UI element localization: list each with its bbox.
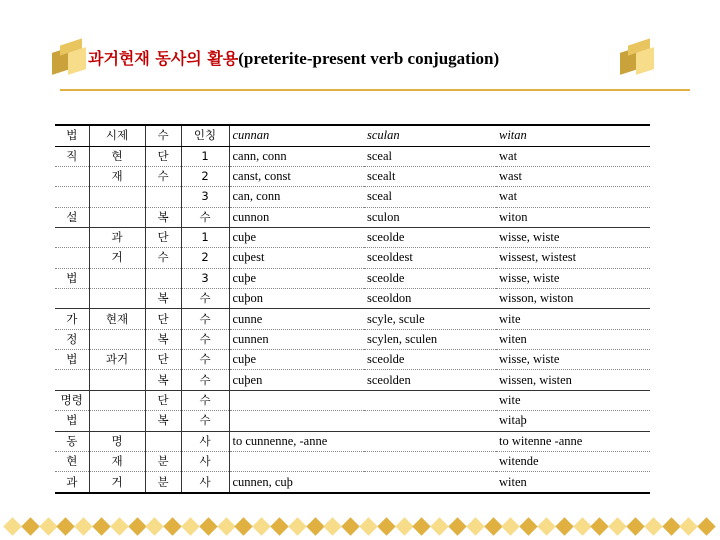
cell-c3: 수 [181,309,229,329]
cell-c1 [89,390,145,410]
cell-c1 [89,411,145,431]
cube-icon-left [52,42,92,78]
cell-c2: 복 [145,207,181,227]
cell-c1 [89,289,145,309]
cell-c0 [55,248,89,268]
table-row [55,146,650,166]
cell-witan: witen [496,472,650,493]
cell-c1: 과거 [89,350,145,370]
cell-c3: 1 [181,227,229,247]
cell-c3: 수 [181,390,229,410]
cell-sculan: sculon [364,207,496,227]
cell-c3: 3 [181,187,229,207]
cell-c2: 단 [145,227,181,247]
cell-c3: 사 [181,472,229,493]
cell-cunnan [229,451,364,471]
cell-c2 [145,268,181,288]
cell-sculan [364,472,496,493]
diamond-shape [359,517,377,535]
diamond-shape [626,517,644,535]
cell-witan: wite [496,390,650,410]
cell-c1 [89,187,145,207]
cell-c2: 단 [145,390,181,410]
diamond-shape [306,517,324,535]
diamond-shape [39,517,57,535]
cell-c0: 현 [55,451,89,471]
cell-c0 [55,227,89,247]
header-number: 수 [145,125,181,146]
cell-c3: 2 [181,248,229,268]
table-row [55,309,650,329]
cell-c1: 재 [89,166,145,186]
diamond-shape [448,517,466,535]
header-tense: 시제 [89,125,145,146]
table-header-row [55,125,650,146]
diamond-shape [181,517,199,535]
header-mood: 법 [55,125,89,146]
cell-c0: 명령 [55,390,89,410]
table-row [55,227,650,247]
cell-witan: witon [496,207,650,227]
diamond-shape [537,517,555,535]
cell-c0 [55,370,89,390]
cell-c0: 동 [55,431,89,451]
table-row [55,166,650,186]
cell-c0 [55,289,89,309]
cell-sculan: sceoldon [364,289,496,309]
cell-c2: 수 [145,166,181,186]
cell-sculan: sceolde [364,227,496,247]
cell-sculan [364,451,496,471]
diamond-shape [110,517,128,535]
cell-c0: 가 [55,309,89,329]
cell-sculan: sceoldest [364,248,496,268]
diamond-shape [324,517,342,535]
cell-c0: 설 [55,207,89,227]
cell-witan: wat [496,146,650,166]
cell-c2: 단 [145,146,181,166]
cell-c2 [145,187,181,207]
cell-c3: 사 [181,451,229,471]
cell-c2: 수 [145,248,181,268]
diamond-shape [502,517,520,535]
cell-witan: wisson, wiston [496,289,650,309]
cell-c1: 현 [89,146,145,166]
cell-witan: wisse, wiste [496,350,650,370]
diamond-shape [555,517,573,535]
title-english: (preterite-present verb conjugation) [238,49,500,68]
diamond-shape [591,517,609,535]
cell-c1: 명 [89,431,145,451]
cell-c1 [89,370,145,390]
cell-witan: to witenne -anne [496,431,650,451]
cell-cunnan: can, conn [229,187,364,207]
cell-c0 [55,187,89,207]
cell-cunnan [229,390,364,410]
cell-c0: 법 [55,268,89,288]
cell-cunnan: cuþe [229,268,364,288]
table-row [55,207,650,227]
header-cunnan: cunnan [229,125,364,146]
cell-witan: wissest, wistest [496,248,650,268]
cell-witan: wast [496,166,650,186]
cell-c2: 분 [145,472,181,493]
cell-cunnan: cann, conn [229,146,364,166]
cell-c1: 재 [89,451,145,471]
cell-sculan: sceolden [364,370,496,390]
diamond-shape [519,517,537,535]
cell-c3: 수 [181,289,229,309]
cell-sculan: scyle, scule [364,309,496,329]
cell-cunnan: cuþon [229,289,364,309]
diamond-shape [128,517,146,535]
cell-c2 [145,431,181,451]
table-row [55,248,650,268]
cell-c2: 단 [145,350,181,370]
cell-witan: wissen, wisten [496,370,650,390]
cell-c2: 복 [145,329,181,349]
cell-c3: 수 [181,350,229,370]
cell-c1: 거 [89,472,145,493]
cell-sculan [364,390,496,410]
diamond-shape [57,517,75,535]
table-row [55,411,650,431]
table-row [55,350,650,370]
diamond-shape [662,517,680,535]
cell-c2: 복 [145,289,181,309]
table-row [55,472,650,493]
cell-cunnan: cunne [229,309,364,329]
cell-c3: 1 [181,146,229,166]
cell-c1: 현재 [89,309,145,329]
cell-c3: 수 [181,207,229,227]
cell-c3: 수 [181,370,229,390]
diamond-shape [680,517,698,535]
cell-c3: 수 [181,411,229,431]
cell-witan: witaþ [496,411,650,431]
cell-sculan: sceal [364,146,496,166]
diamond-shape [252,517,270,535]
table-row [55,431,650,451]
cell-witan: wat [496,187,650,207]
diamond-shape [395,517,413,535]
cell-witan: witen [496,329,650,349]
cube-icon-right [620,42,660,78]
title-divider [60,89,690,91]
cell-sculan: scealt [364,166,496,186]
cell-witan: wisse, wiste [496,268,650,288]
cell-c1: 거 [89,248,145,268]
cell-c0: 과 [55,472,89,493]
cell-cunnan: cuþest [229,248,364,268]
diamond-shape [199,517,217,535]
table-row [55,289,650,309]
table-row [55,268,650,288]
diamond-shape [484,517,502,535]
cell-c0: 직 [55,146,89,166]
diamond-shape [608,517,626,535]
table-row [55,451,650,471]
cell-c2: 복 [145,370,181,390]
cell-c0: 법 [55,411,89,431]
cell-c3: 2 [181,166,229,186]
cell-cunnan: cunnen, cuþ [229,472,364,493]
cell-c2: 단 [145,309,181,329]
cell-cunnan: cunnen [229,329,364,349]
diamond-shape [92,517,110,535]
cell-c0: 법 [55,350,89,370]
table-row [55,329,650,349]
cell-witan: wisse, wiste [496,227,650,247]
header-person: 인칭 [181,125,229,146]
diamond-shape [235,517,253,535]
cell-c1: 과 [89,227,145,247]
cell-c2: 분 [145,451,181,471]
cell-c1 [89,207,145,227]
table-row [55,187,650,207]
cell-c0: 정 [55,329,89,349]
cell-sculan: sceolde [364,350,496,370]
cell-c2: 복 [145,411,181,431]
table-row [55,370,650,390]
cell-cunnan: cunnon [229,207,364,227]
cell-c3: 수 [181,329,229,349]
cell-witan: wite [496,309,650,329]
diamond-shape [146,517,164,535]
diamond-shape [74,517,92,535]
cell-cunnan: cuþen [229,370,364,390]
cell-sculan: sceal [364,187,496,207]
diamond-shape [21,517,39,535]
cell-c1 [89,329,145,349]
cell-cunnan: cuþe [229,227,364,247]
cell-cunnan: to cunnenne, -anne [229,431,364,451]
conjugation-table [55,124,650,494]
cell-c3: 사 [181,431,229,451]
diamond-shape [644,517,662,535]
table-row [55,390,650,410]
title-korean: 과거현재 동사의 활용 [88,49,239,68]
diamond-shape [341,517,359,535]
cell-c1 [89,268,145,288]
diamond-shape [288,517,306,535]
page-title [88,46,499,69]
diamond-border-icon [0,518,720,536]
diamond-shape [270,517,288,535]
diamond-shape [466,517,484,535]
cell-witan: witende [496,451,650,471]
cell-cunnan: canst, const [229,166,364,186]
cell-sculan: scylen, sculen [364,329,496,349]
header-sculan: sculan [364,125,496,146]
diamond-shape [377,517,395,535]
cell-c0 [55,166,89,186]
diamond-shape [573,517,591,535]
diamond-shape [3,517,21,535]
diamond-shape [163,517,181,535]
cell-cunnan [229,411,364,431]
header-witan: witan [496,125,650,146]
cell-sculan: sceolde [364,268,496,288]
diamond-shape [697,517,715,535]
cell-sculan [364,411,496,431]
diamond-shape [217,517,235,535]
diamond-shape [430,517,448,535]
cell-c3: 3 [181,268,229,288]
cell-sculan [364,431,496,451]
diamond-shape [413,517,431,535]
cell-cunnan: cuþe [229,350,364,370]
